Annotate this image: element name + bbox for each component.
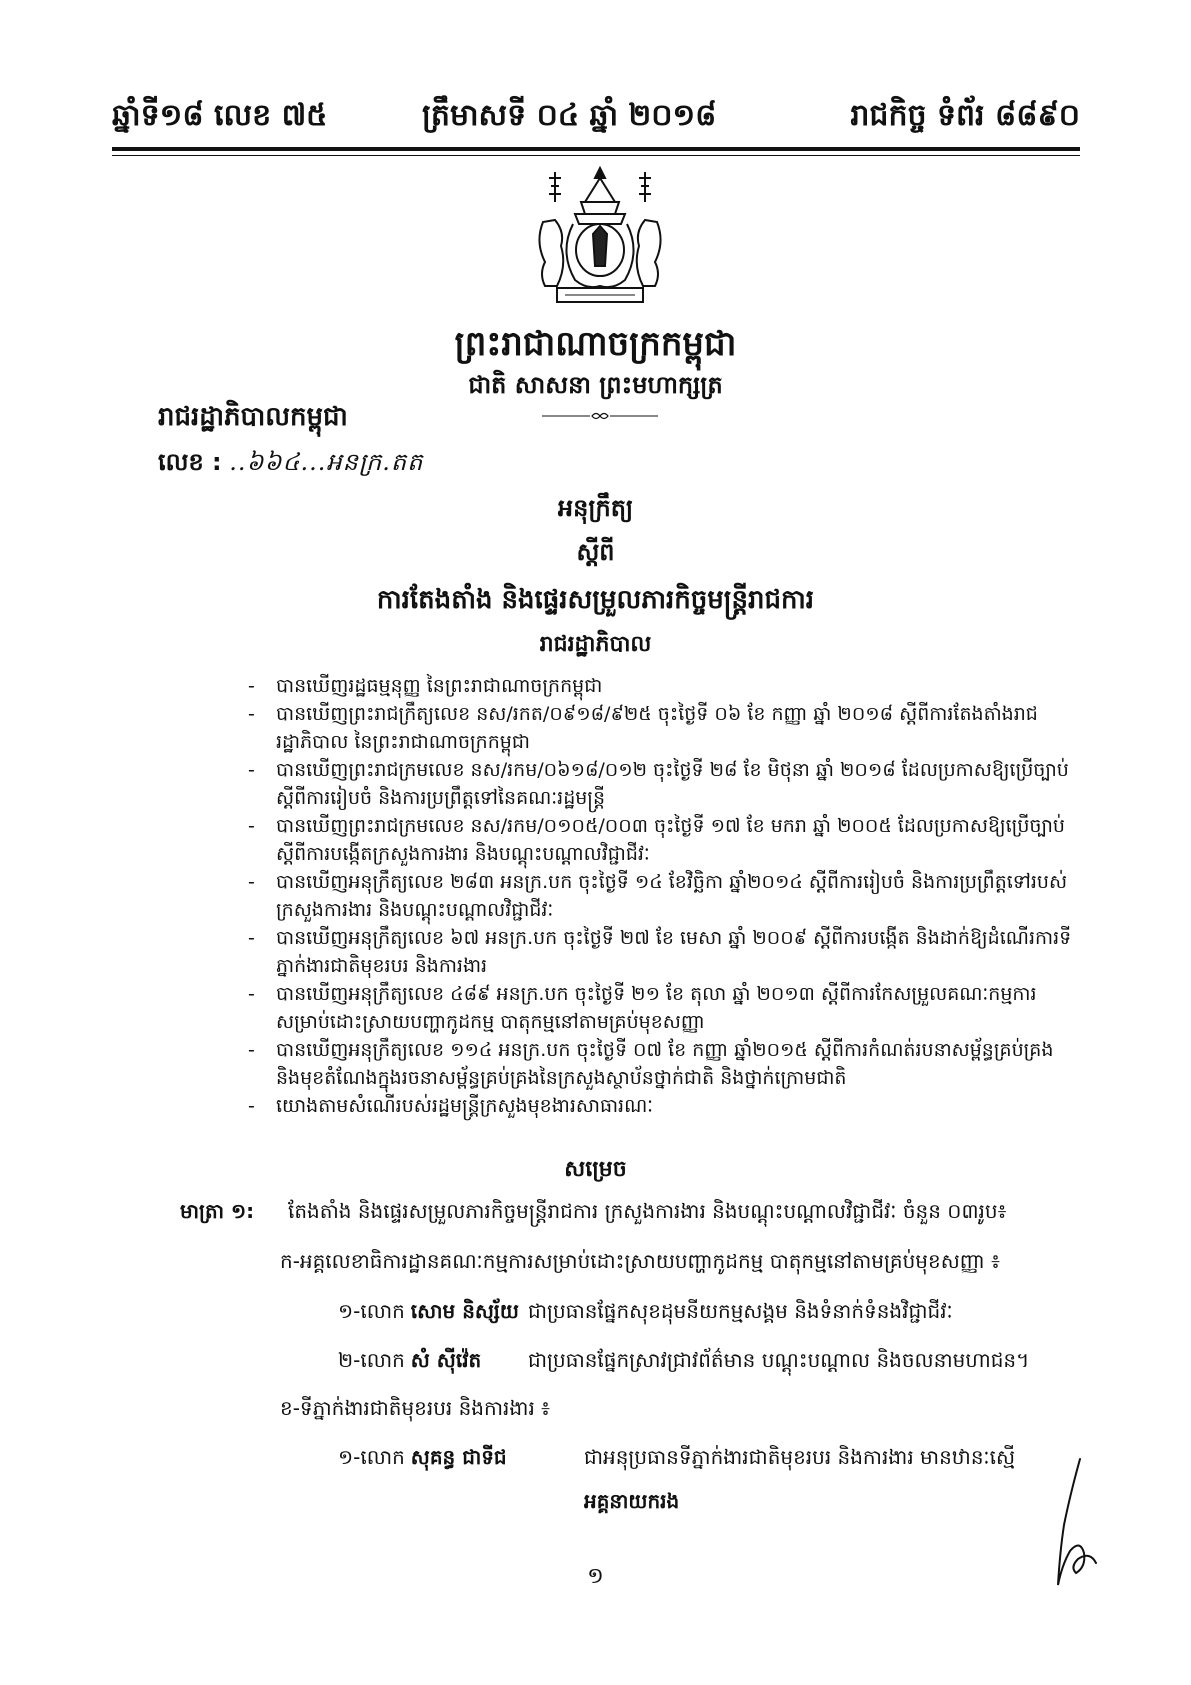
gazette-page-ref: រាជកិច្ច ទំព័រ ៨៨៩០ — [850, 98, 1080, 133]
recital-item: - បានឃើញអនុក្រឹត្យលេខ ៦៧ អនក្រ.បក ចុះថ្ងៃទី ២៧ ខែ មេសា ឆ្នាំ ២០០៩ ស្តីពីការបង្កើត និងដាក់ឱ្យដំណើរការទីភ្នាក់ងារជាតិមុខរបរ និងការងារ — [250, 924, 1080, 980]
kingdom-title: ព្រះរាជាណាចក្រកម្ពុជា — [454, 324, 737, 364]
appointee-name: សោម និស្ស័យ — [410, 1299, 519, 1323]
appointee-prefix: ១-លោក — [338, 1299, 405, 1323]
article-1-label: មាត្រា ១: — [180, 1199, 255, 1223]
appointee-role: ជាប្រធានផ្នែកស្រាវជ្រាវព័ត៌មាន បណ្តុះបណ្តាល និងចលនាមហាជន។ — [528, 1348, 1030, 1372]
document-subject: ការតែងតាំង និងផ្ទេរសម្រួលភារកិច្ចមន្ត្រីរាជការ — [376, 585, 815, 615]
recital-item: - បានឃើញអនុក្រឹត្យលេខ ១១៤ អនក្រ.បក ចុះថ្ងៃទី ០៧ ខែ កញ្ញា ឆ្នាំ២០១៥ ស្តីពីការកំណត់របនាសម្ព័ន្ធគ្រប់គ្រង និងមុខតំណែងក្នុងរចនាសម្ព័ន្ធគ្រប់គ្រងនៃក្រសួងស្ថាប័នថ្នាក់ជាតិ និងថ្នាក់ក្រោមជាតិ — [250, 1036, 1080, 1092]
recital-item: - បានឃើញព្រះរាជក្រមលេខ នស/រកម/០១០៥/០០៣ ចុះថ្ងៃទី ១៧ ខែ មករា ឆ្នាំ ២០០៥ ដែលប្រកាសឱ្យប្រើច្បាប់ ស្តីពីការបង្កើតក្រសួងការងារ និងបណ្តុះបណ្តាលវិជ្ជាជីវៈ — [250, 812, 1080, 868]
page-number: ១ — [587, 1564, 604, 1589]
appointee-a1 — [338, 1296, 953, 1326]
national-motto: ជាតិ សាសនា ព្រះមហាក្សត្រ — [468, 371, 723, 399]
document-issuer: រាជរដ្ឋាភិបាល — [539, 632, 652, 657]
appointee-role: ជាអនុប្រធានទីភ្នាក់ងារជាតិមុខរបរ និងការងារ មានឋានៈស្មើ — [584, 1445, 1016, 1469]
motto-ornament — [540, 410, 660, 422]
appointee-prefix: ១-លោក — [338, 1445, 405, 1469]
gazette-header — [112, 92, 1080, 142]
recital-item: - បានឃើញរដ្ឋធម្មនុញ្ញ នៃព្រះរាជាណាចក្រកម្ពុជា — [250, 672, 1080, 700]
article-1-text: តែងតាំង និងផ្ទេរសម្រួលភារកិច្ចមន្ត្រីរាជការ ក្រសួងការងារ និងបណ្តុះបណ្តាលវិជ្ជាជីវៈ ចំនួន ០៣រូប៖ — [288, 1199, 1007, 1223]
appointee-role: ជាប្រធានផ្នែកសុខដុមនីយកម្មសង្គម និងទំនាក់ទំនងវិជ្ជាជីវៈ — [528, 1299, 953, 1323]
royal-arms-emblem — [515, 162, 685, 312]
appointee-name: សំ ស៊ីវ៉េត — [410, 1348, 482, 1372]
decision-heading: សម្រេច — [564, 1157, 627, 1182]
document-type: អនុក្រឹត្យ — [557, 494, 634, 522]
section-b-heading: ខ-ទីភ្នាក់ងារជាតិមុខរបរ និងការងារ ៖ — [280, 1396, 550, 1420]
recital-item: - បានឃើញអនុក្រឹត្យលេខ ២៨៣ អនក្រ.បក ចុះថ្ងៃទី ១៤ ខែវិច្ឆិកា ឆ្នាំ២០១៤ ស្តីពីការរៀបចំ និងការប្រព្រឹត្តទៅរបស់ក្រសួងការងារ និងបណ្តុះបណ្តាលវិជ្ជាជីវៈ — [250, 868, 1080, 924]
gazette-date: ត្រឹមាសទី ០៤ ឆ្នាំ ២០១៨ — [422, 98, 717, 133]
header-rule-thick — [112, 147, 1080, 151]
header-rule-thin — [112, 155, 1080, 156]
government-name: រាជរដ្ឋាភិបាលកម្ពុជា — [158, 402, 348, 432]
recital-item: - បានឃើញព្រះរាជក្រមលេខ នស/រកម/០៦១៨/០១២ ចុះថ្ងៃទី ២៨ ខែ មិថុនា ឆ្នាំ ២០១៨ ដែលប្រកាសឱ្យប្រើច្បាប់ ស្តីពីការរៀបចំ និងការប្រព្រឹត្តទៅនៃគណៈរដ្ឋមន្ត្រី — [250, 756, 1080, 812]
role-continuation: អគ្គនាយករង — [584, 1489, 680, 1513]
appointee-name: សុគន្ធ ជាទីជ — [410, 1445, 507, 1469]
recital-item: - បានឃើញអនុក្រឹត្យលេខ ៤៨៩ អនក្រ.បក ចុះថ្ងៃទី ២១ ខែ តុលា ឆ្នាំ ២០១៣ ស្តីពីការកែសម្រួលគណៈកម្មការសម្រាប់ដោះស្រាយបញ្ហាកូដកម្ម បាតុកម្មនៅតាមគ្រប់មុខសញ្ញា — [250, 980, 1080, 1036]
section-a-heading: ក-អគ្គលេខាធិការដ្ឋានគណៈកម្មការសម្រាប់ដោះស្រាយបញ្ហាកូដកម្ម បាតុកម្មនៅតាមគ្រប់មុខសញ្ញា ៖ — [280, 1249, 1000, 1273]
appointee-b1 — [338, 1442, 1016, 1472]
gazette-issue: ឆ្នាំទី១៨ លេខ ៧៥ — [112, 98, 328, 133]
reference-number — [158, 447, 423, 482]
recitals-list — [250, 672, 1080, 1120]
reference-label: លេខ : — [158, 448, 222, 476]
recital-item: - យោងតាមសំណើរបស់រដ្ឋមន្ត្រីក្រសួងមុខងារសាធារណៈ — [250, 1092, 1080, 1120]
appointee-prefix: ២-លោក — [338, 1348, 405, 1372]
appointee-a2 — [338, 1345, 1030, 1375]
document-about: ស្តីពី — [576, 538, 615, 566]
recital-item: - បានឃើញព្រះរាជក្រឹត្យលេខ នស/រកត/០៩១៨/៩២៥ ចុះថ្ងៃទី ០៦ ខែ កញ្ញា ឆ្នាំ ២០១៨ ស្តីពីការតែងតាំងរាជរដ្ឋាភិបាល នៃព្រះរាជាណាចក្រកម្ពុជា — [250, 700, 1080, 756]
reference-value: ..៦៦៤...អនក្រ.តត — [229, 448, 424, 476]
signature-mark — [1040, 1455, 1110, 1595]
